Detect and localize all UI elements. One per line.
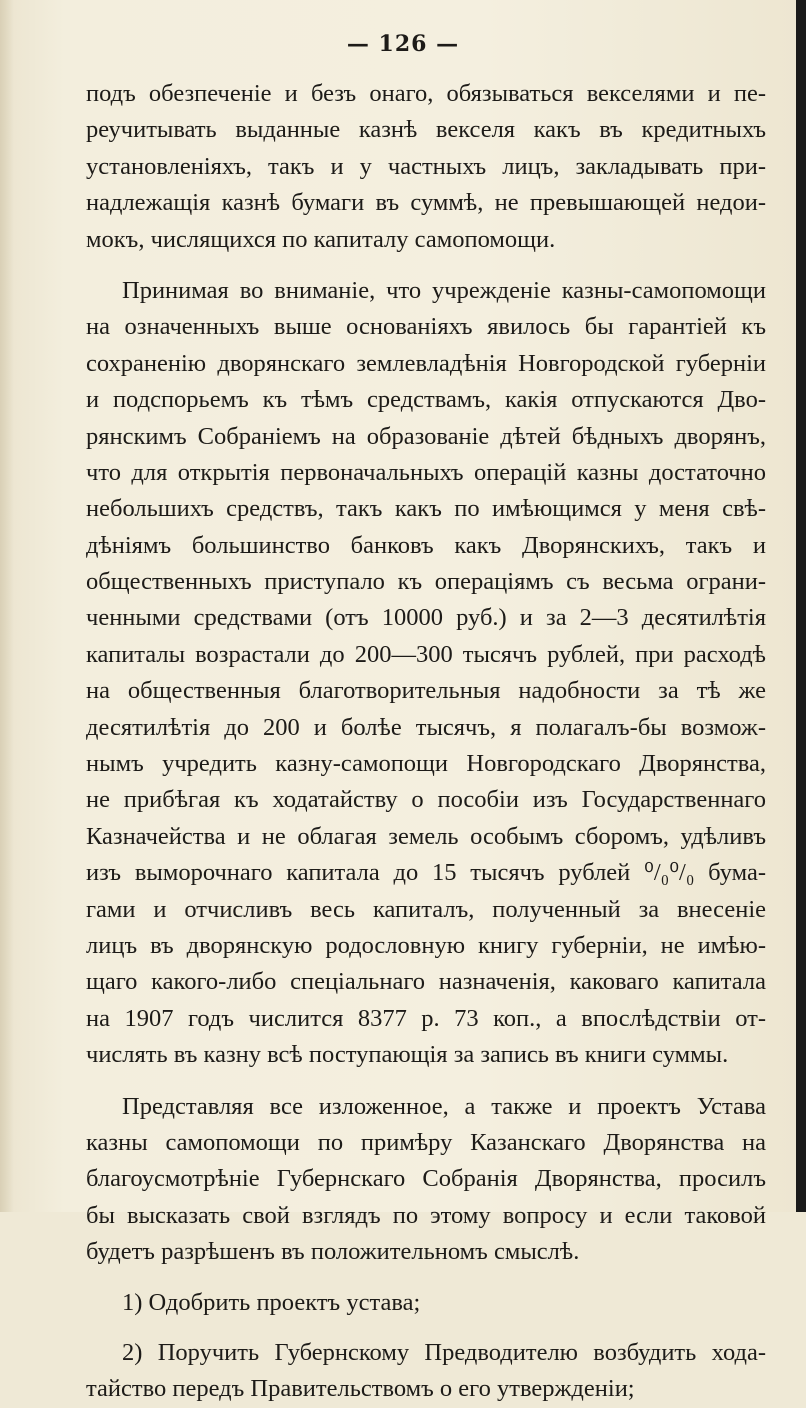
text-line: бы высказать свой взглядъ по этому вопросу и если таковой: [86, 1201, 766, 1229]
paragraph-3: [86, 1089, 766, 1271]
text-line: что для открытія первоначальныхъ операцій казны достаточно: [86, 458, 766, 486]
text-line: надлежащія казнѣ бумаги въ суммѣ, не превышающей недои-: [86, 189, 766, 217]
text-line: реучитывать выданные казнѣ векселя какъ въ кредитныхъ: [86, 116, 766, 144]
text-line: благоусмотрѣніе Губернскаго Собранія Дворянства, просилъ: [86, 1165, 766, 1193]
paragraph-5: [86, 1335, 766, 1408]
text-line: лицъ въ дворянскую родословную книгу губерніи, не имѣю-: [86, 931, 766, 959]
text-line: 1) Одобрить проектъ устава;: [122, 1288, 421, 1316]
paragraph-1: [86, 76, 766, 258]
text-line: сохраненію дворянскаго землевладѣнія Новгородской губерніи: [86, 349, 766, 377]
text-line: щаго какого-либо спеціальнаго назначенія, каковаго капитала: [86, 968, 766, 996]
text-line: мокъ, числящихся по капиталу самопомощи.: [86, 225, 556, 253]
paragraph-2: [86, 273, 766, 1074]
text-line: на общественныя благотворительныя надобности за тѣ же: [86, 677, 766, 705]
text-line: не прибѣгая къ ходатайству о пособіи изъ Государственнаго: [86, 786, 766, 814]
text-line: будетъ разрѣшенъ въ положительномъ смыслѣ.: [86, 1238, 580, 1266]
text-line: на 1907 годъ числится 8377 р. 73 коп., а впослѣдствіи от-: [86, 1004, 766, 1032]
scan-border: [796, 0, 806, 1212]
text-line: ченными средствами (отъ 10000 руб.) и за 2—3 десятилѣтія: [86, 604, 766, 632]
text-line: общественныхъ приступало къ операціямъ съ весьма ограни-: [86, 568, 766, 596]
body-text: [86, 76, 766, 1408]
text-line: казны самопомощи по примѣру Казанскаго Дворянства на: [86, 1128, 766, 1156]
text-line: нымъ учредить казну-самопощи Новгородскаго Дворянства,: [86, 750, 766, 778]
text-line: Казначейства и не облагая земель особымъ сборомъ, удѣливъ: [86, 822, 766, 850]
text-line: числять въ казну всѣ поступающія за запись въ книги суммы.: [86, 1041, 729, 1069]
text-line: на означенныхъ выше основаніяхъ явилось бы гарантіей къ: [86, 313, 766, 341]
text-line: подъ обезпеченіе и безъ онаго, обязываться векселями и пе-: [86, 80, 766, 107]
text-line: установленіяхъ, такъ и у частныхъ лицъ, закладывать при-: [86, 152, 766, 180]
text-line: небольшихъ средствъ, такъ какъ по имѣющимся у меня свѣ-: [86, 495, 766, 523]
text-line: тайство передъ Правительствомъ о его утвержденіи;: [86, 1375, 635, 1403]
text-line: и подспорьемъ къ тѣмъ средствамъ, какія отпускаются Дво-: [86, 386, 766, 414]
text-line: капиталы возрастали до 200—300 тысячъ рублей, при расходѣ: [86, 640, 766, 668]
text-line: Принимая во вниманіе, что учрежденіе казны-самопомощи: [122, 276, 766, 304]
text-line: 2) Поручить Губернскому Предводителю возбудить хода-: [122, 1338, 766, 1366]
text-line: рянскимъ Собраніемъ на образованіе дѣтей бѣдныхъ дворянъ,: [86, 422, 766, 450]
text-line: десятилѣтія до 200 и болѣе тысячъ, я полагалъ-бы возмож-: [86, 713, 766, 741]
text-line: Представляя все изложенное, а также и проектъ Устава: [122, 1092, 766, 1120]
paragraph-4: [86, 1285, 766, 1321]
text-line: гами и отчисливъ весь капиталъ, полученный за внесеніе: [86, 895, 766, 923]
text-line: изъ выморочнаго капитала до 15 тысячъ рублей ⁰/₀⁰/₀ бума-: [86, 859, 766, 887]
page-number: — 126 —: [346, 31, 460, 57]
page-gutter-shadow: [0, 0, 14, 1212]
text-line: дѣніямъ большинство банковъ какъ Дворянскихъ, такъ и: [86, 531, 766, 559]
